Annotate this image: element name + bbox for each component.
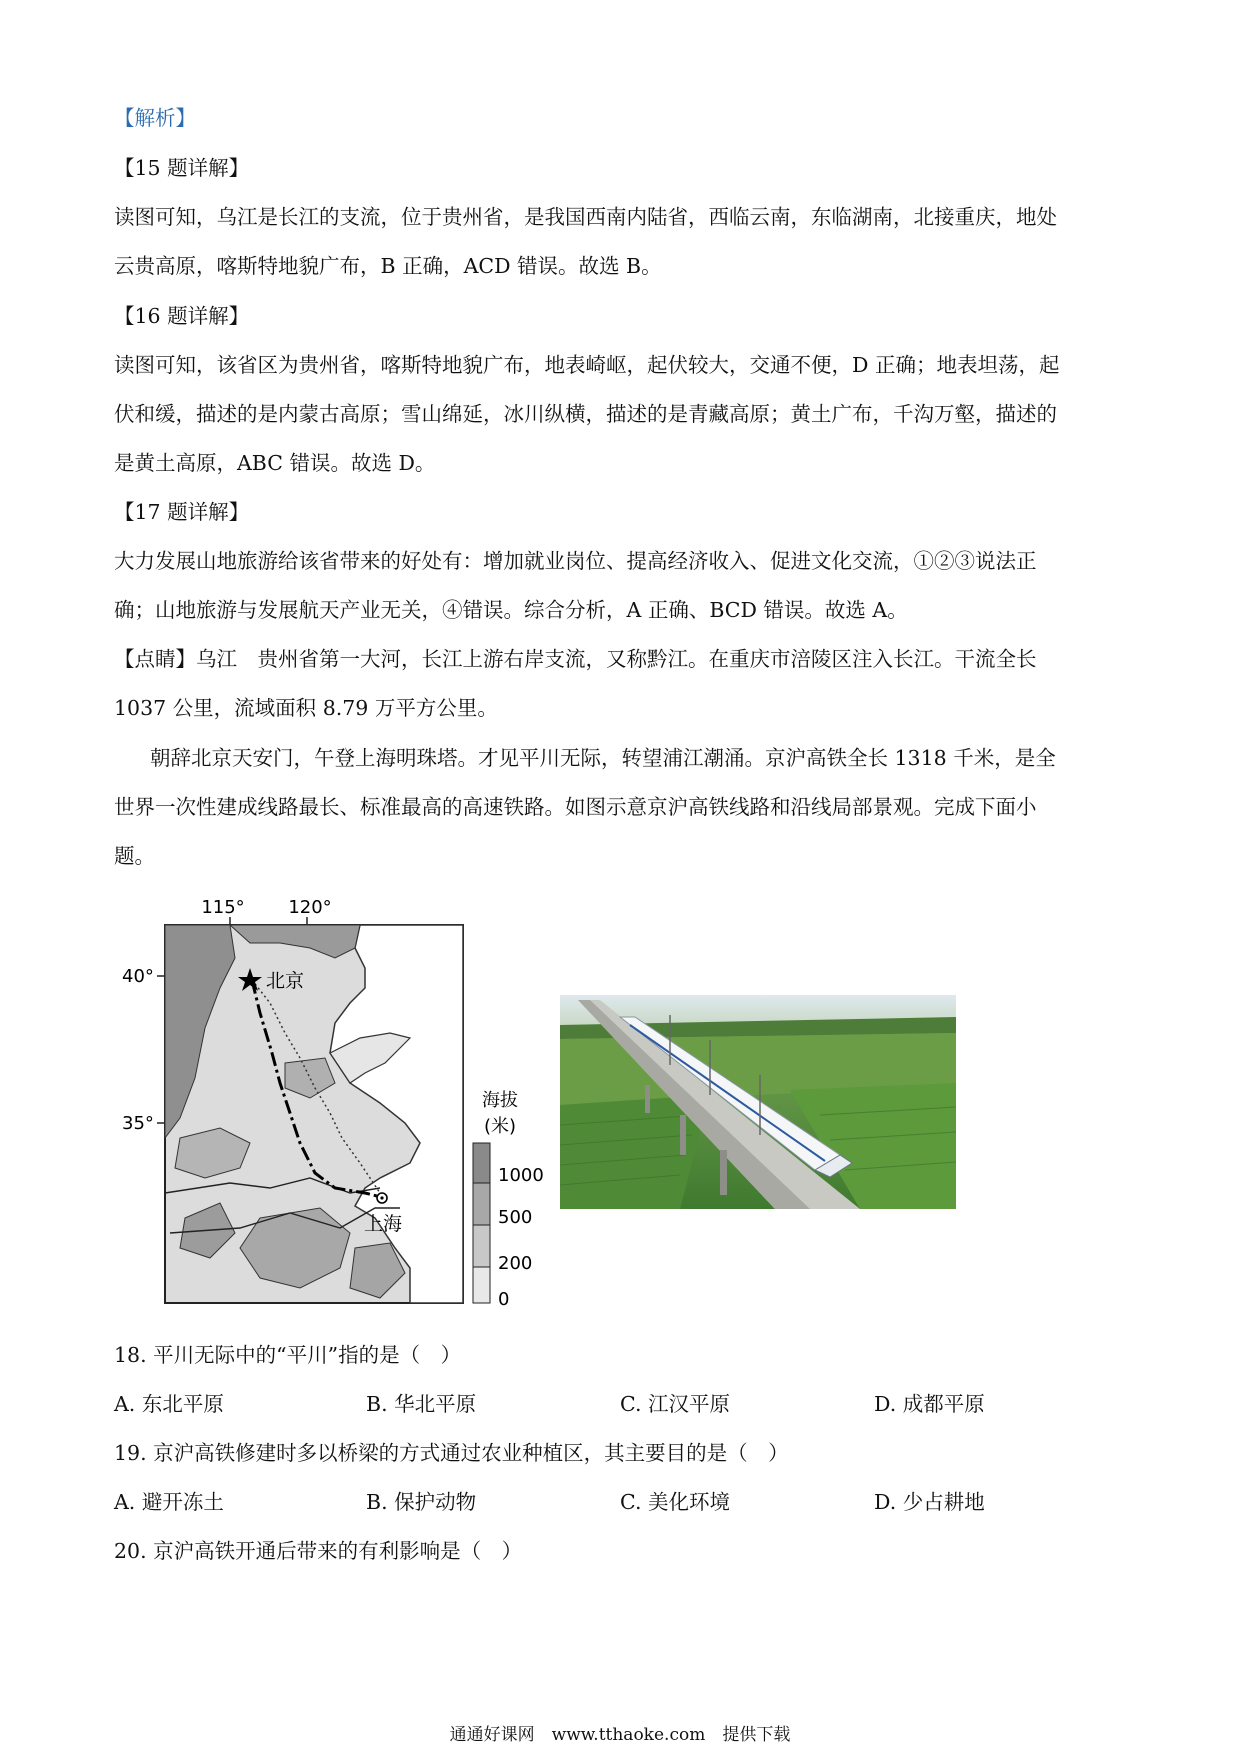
city-label-beijing: 北京 (266, 970, 305, 992)
question-18-option-b: B. 华北平原 (366, 1392, 477, 1416)
q17-line-1: 大力发展山地旅游给该省带来的好处有：增加就业岗位、提高经济收入、促进文化交流，①②③说法正 (114, 549, 1037, 573)
legend-title-1: 海拔 (482, 1090, 518, 1111)
legend-title-2: (米) (483, 1116, 517, 1137)
passage-line-3: 题。 (114, 844, 155, 868)
question-18-option-c: C. 江汉平原 (620, 1392, 730, 1416)
legend-swatch-200 (473, 1225, 490, 1267)
lon-label-120: 120° (288, 897, 332, 918)
legend-tick-200: 200 (498, 1253, 533, 1274)
question-18-option-d: D. 成都平原 (874, 1392, 985, 1416)
question-20-stem: 20. 京沪高铁开通后带来的有利影响是（ ） (114, 1539, 523, 1563)
railway-map (110, 888, 580, 1308)
legend-swatch-500 (473, 1183, 490, 1225)
q15-header: 【15 题详解】 (114, 156, 250, 180)
legend-swatch-0 (473, 1267, 490, 1303)
lon-label-115: 115° (201, 897, 245, 918)
shanghai-marker-dot-icon (380, 1196, 383, 1199)
dianjing-label: 【点睛】 (114, 647, 196, 671)
q17-header: 【17 题详解】 (114, 500, 250, 524)
question-18-option-a: A. 东北平原 (114, 1392, 224, 1416)
train-photo (560, 995, 956, 1209)
train-photo-svg (560, 995, 956, 1209)
lat-label-40: 40° (122, 966, 154, 987)
q16-line-2: 伏和缓，描述的是内蒙古高原；雪山绵延，冰川纵横，描述的是青藏高原；黄土广布，千沟万壑，描述的 (114, 402, 1057, 426)
railway-map-svg (110, 888, 580, 1308)
question-19-option-d: D. 少占耕地 (874, 1490, 985, 1514)
legend-tick-1000: 1000 (498, 1165, 544, 1186)
q15-line-1: 读图可知，乌江是长江的支流，位于贵州省，是我国西南内陆省，西临云南，东临湖南，北接重庆，地处 (114, 205, 1057, 229)
q16-line-3: 是黄土高原，ABC 错误。故选 D。 (114, 451, 436, 475)
dianjing-line-2: 1037 公里，流域面积 8.79 万平方公里。 (114, 696, 498, 720)
q16-line-1: 读图可知，该省区为贵州省，喀斯特地貌广布，地表崎岖，起伏较大，交通不便，D 正确；地表坦荡，起 (114, 353, 1060, 377)
question-19-option-a: A. 避开冻土 (114, 1490, 224, 1514)
passage-line-2: 世界一次性建成线路最长、标准最高的高速铁路。如图示意京沪高铁线路和沿线局部景观。完成下面小 (114, 795, 1037, 819)
lat-label-35: 35° (122, 1113, 154, 1134)
q16-header: 【16 题详解】 (114, 304, 250, 328)
page-footer: 通通好课网 www.tthaoke.com 提供下载 (449, 1725, 791, 1745)
analysis-header: 【解析】 (114, 106, 196, 130)
q17-line-2: 确；山地旅游与发展航天产业无关，④错误。综合分析，A 正确、BCD 错误。故选 A。 (114, 598, 908, 622)
legend-swatch-1000 (473, 1143, 490, 1183)
q15-line-2: 云贵高原，喀斯特地貌广布，B 正确，ACD 错误。故选 B。 (114, 254, 662, 278)
question-18-stem: 18. 平川无际中的“平川”指的是（ ） (114, 1343, 462, 1367)
question-19-option-c: C. 美化环境 (620, 1490, 730, 1514)
question-19-option-b: B. 保护动物 (366, 1490, 477, 1514)
question-19-stem: 19. 京沪高铁修建时多以桥梁的方式通过农业种植区，其主要目的是（ ） (114, 1441, 789, 1465)
dianjing-text-1: 乌江 贵州省第一大河，长江上游右岸支流，又称黔江。在重庆市涪陵区注入长江。干流全长 (196, 647, 1037, 671)
dianjing-line-1 (114, 644, 1037, 674)
city-label-shanghai: 上海 (364, 1213, 403, 1235)
legend-tick-500: 500 (498, 1207, 533, 1228)
passage-line-1: 朝辞北京天安门，午登上海明珠塔。才见平川无际，转望浦江潮涌。京沪高铁全长 1318 千米，是全 (150, 746, 1056, 770)
legend-tick-0: 0 (498, 1289, 510, 1308)
